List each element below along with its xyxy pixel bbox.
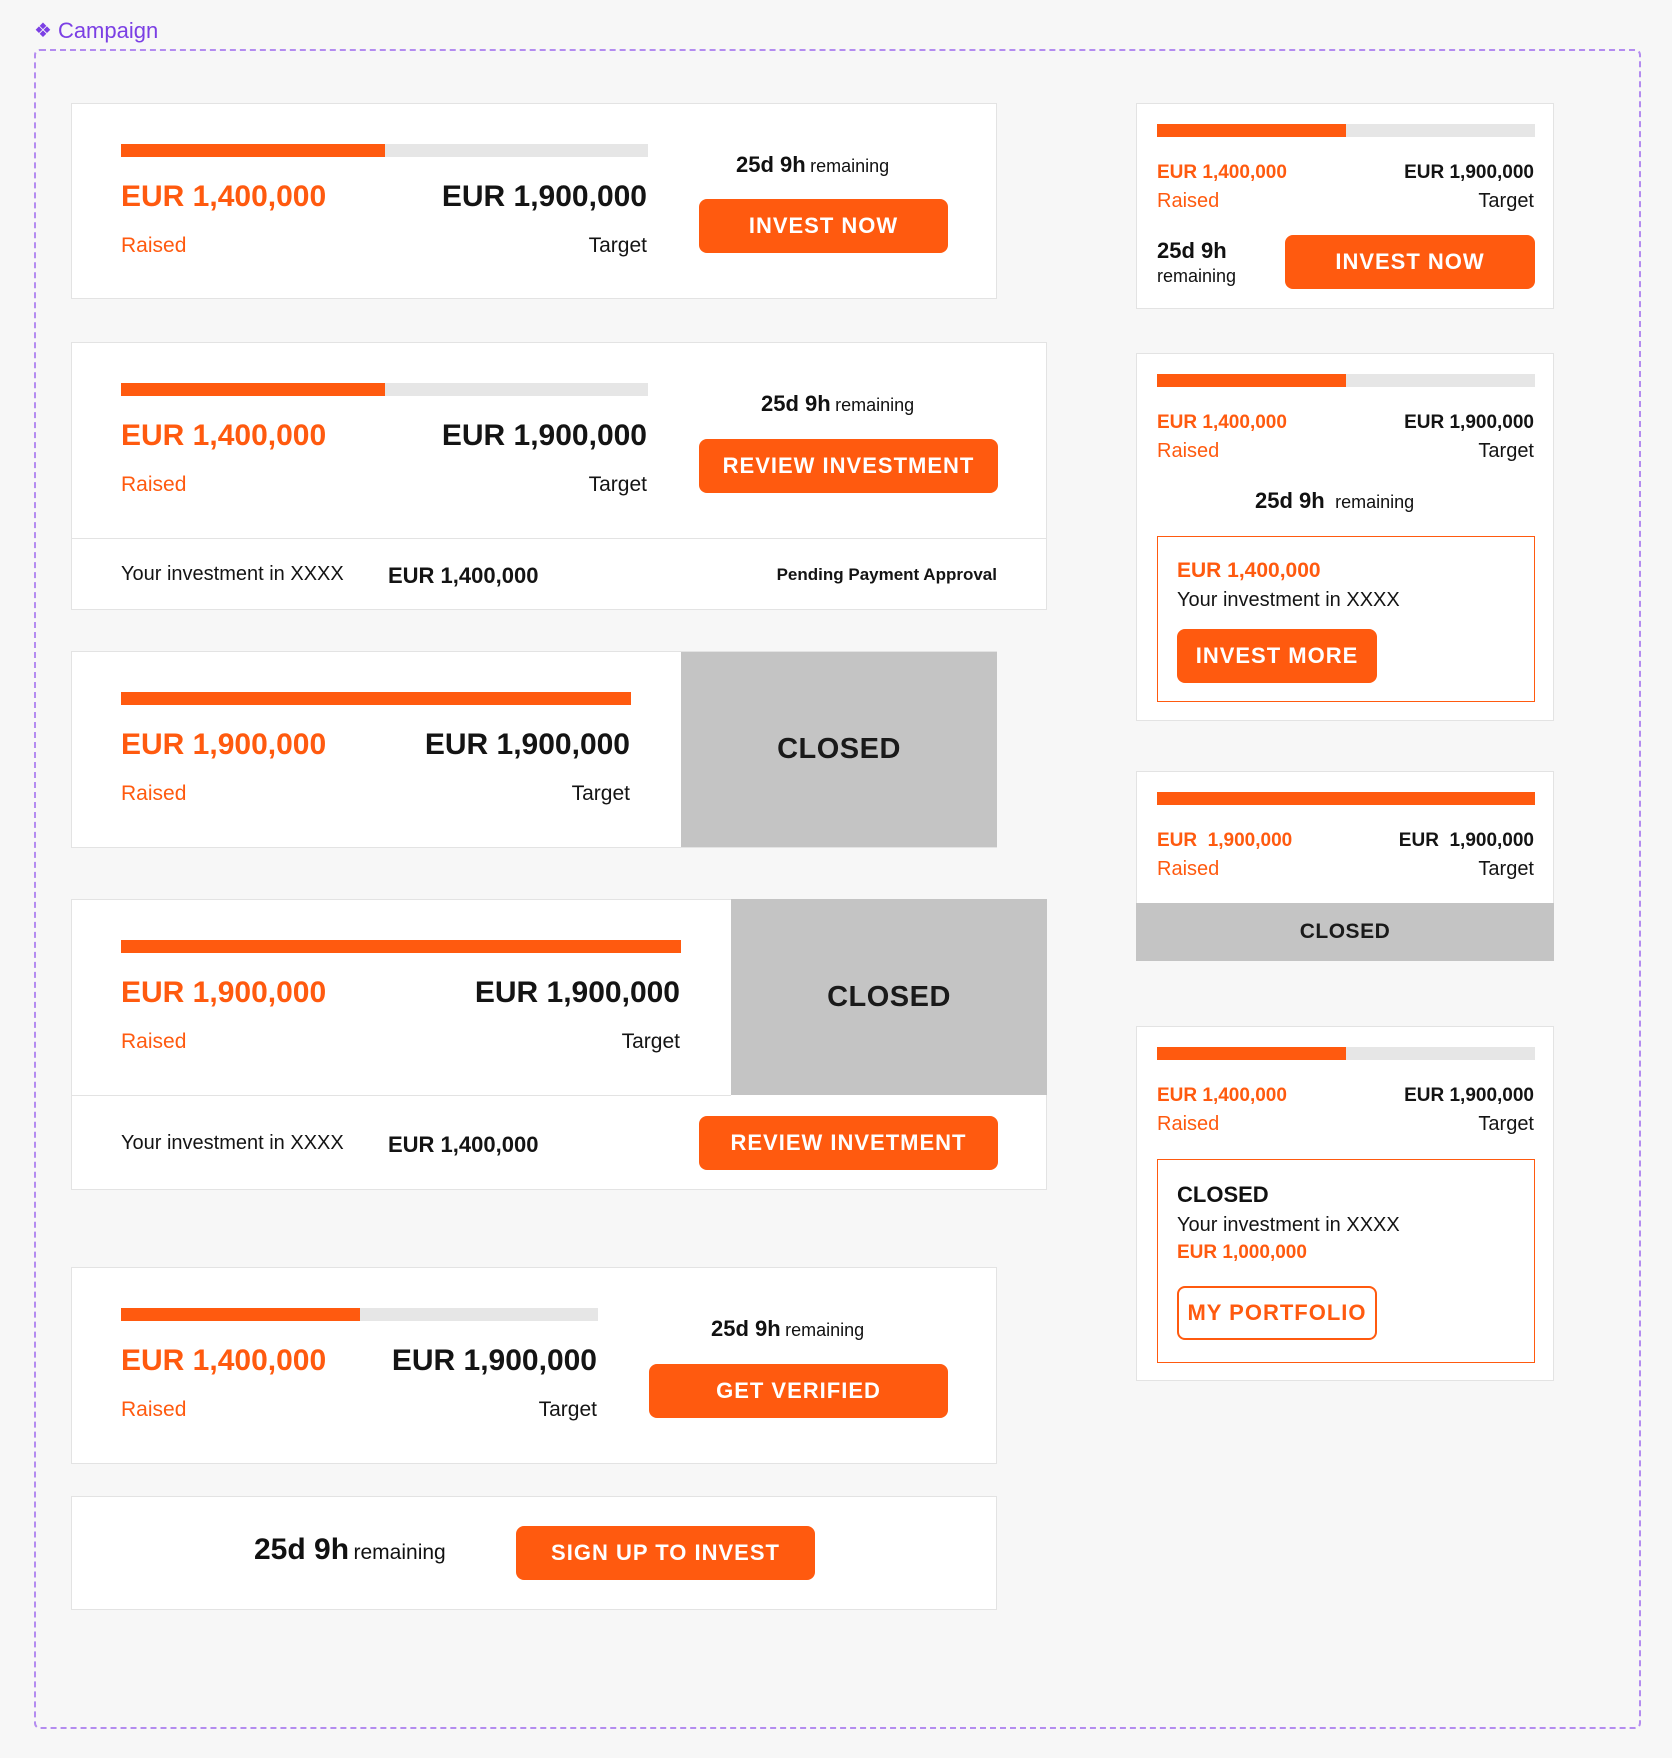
- progress-bar: [121, 383, 648, 396]
- progress-bar: [121, 1308, 598, 1321]
- target-label: Target: [1478, 1113, 1534, 1135]
- raised-label: Raised: [121, 234, 187, 257]
- progress-fill: [1157, 792, 1535, 805]
- investment-amount: EUR 1,000,000: [1177, 1242, 1307, 1263]
- target-amount: EUR 1,900,000: [1398, 830, 1534, 851]
- my-portfolio-button[interactable]: MY PORTFOLIO: [1177, 1286, 1377, 1340]
- investment-amount: EUR 1,400,000: [388, 563, 539, 588]
- status-text: Pending Payment Approval: [776, 565, 997, 584]
- campaign-card-closed: [71, 651, 997, 848]
- target-label: Target: [1478, 858, 1534, 880]
- raised-label: Raised: [1157, 190, 1220, 212]
- investment-text: Your investment in XXXX: [121, 563, 344, 585]
- invest-now-button[interactable]: INVEST NOW: [699, 199, 948, 253]
- progress-fill: [121, 940, 681, 953]
- raised-amount: EUR 1,900,000: [121, 976, 327, 1009]
- time-value: 25d 9h: [711, 1316, 781, 1341]
- raised-label: Raised: [1157, 1113, 1220, 1135]
- sign-up-to-invest-button[interactable]: SIGN UP TO INVEST: [516, 1526, 815, 1580]
- target-amount: EUR 1,900,000: [1404, 162, 1534, 183]
- time-remaining: [1255, 488, 1414, 514]
- target-amount: EUR 1,900,000: [441, 180, 647, 213]
- target-amount: EUR 1,900,000: [474, 976, 680, 1009]
- target-label: Target: [588, 234, 647, 257]
- review-investment-button[interactable]: REVIEW INVETMENT: [699, 1116, 998, 1170]
- raised-label: Raised: [121, 782, 187, 805]
- frame-label: [34, 18, 158, 44]
- raised-amount: EUR 1,400,000: [1157, 412, 1287, 433]
- invest-more-button[interactable]: INVEST MORE: [1177, 629, 1377, 683]
- investment-box: [1157, 536, 1535, 702]
- closed-panel: CLOSED: [681, 652, 997, 847]
- time-remaining: [254, 1533, 446, 1567]
- progress-fill: [121, 383, 385, 396]
- raised-label: Raised: [121, 1030, 187, 1053]
- investment-text: Your investment in XXXX: [1177, 589, 1400, 611]
- time-remaining: [1157, 238, 1236, 287]
- raised-amount: EUR 1,400,000: [121, 1344, 327, 1377]
- target-amount: EUR 1,900,000: [441, 419, 647, 452]
- time-value: 25d 9h: [1157, 238, 1227, 263]
- closed-panel: CLOSED: [1136, 903, 1554, 961]
- remaining-label: remaining: [1157, 266, 1237, 286]
- target-label: Target: [588, 473, 647, 496]
- campaign-card-signup: [71, 1496, 997, 1610]
- target-label: Target: [538, 1398, 597, 1421]
- time-value: 25d 9h: [736, 152, 806, 177]
- mobile-card-portfolio: [1136, 1026, 1554, 1381]
- investment-box: [1157, 1159, 1535, 1363]
- campaign-card-invest: [71, 103, 997, 299]
- progress-fill: [121, 144, 385, 157]
- progress-bar: [121, 144, 648, 157]
- investment-amount: EUR 1,400,000: [388, 1132, 539, 1157]
- target-label: Target: [571, 782, 630, 805]
- progress-bar: [121, 692, 631, 705]
- target-amount: EUR 1,900,000: [1404, 412, 1534, 433]
- target-label: Target: [621, 1030, 680, 1053]
- review-investment-button[interactable]: REVIEW INVESTMENT: [699, 439, 998, 493]
- target-amount: EUR 1,900,000: [1404, 1085, 1534, 1106]
- raised-amount: EUR 1,900,000: [1157, 830, 1293, 851]
- time-value: 25d 9h: [761, 391, 831, 416]
- invest-now-button[interactable]: INVEST NOW: [1285, 235, 1535, 289]
- remaining-label: remaining: [785, 1320, 865, 1340]
- progress-bar: [1157, 792, 1535, 805]
- closed-label: CLOSED: [1177, 1182, 1269, 1207]
- time-remaining: [711, 1316, 864, 1342]
- remaining-label: remaining: [1335, 492, 1415, 512]
- campaign-card-closed-invested: [71, 899, 1047, 1190]
- mobile-card-invest: [1136, 103, 1554, 309]
- progress-fill: [1157, 1047, 1346, 1060]
- target-amount: EUR 1,900,000: [391, 1344, 597, 1377]
- raised-label: Raised: [1157, 858, 1220, 880]
- progress-bar: [1157, 374, 1535, 387]
- raised-amount: EUR 1,400,000: [121, 419, 327, 452]
- investment-text: Your investment in XXXX: [121, 1132, 344, 1154]
- frame-title: Campaign: [57, 18, 159, 43]
- component-diamond-icon: ❖: [34, 20, 52, 42]
- investment-text: Your investment in XXXX: [1177, 1214, 1400, 1236]
- divider: [72, 538, 1046, 539]
- target-amount: EUR 1,900,000: [424, 728, 630, 761]
- mobile-card-invest-more: [1136, 353, 1554, 721]
- raised-label: Raised: [121, 473, 187, 496]
- progress-bar: [1157, 1047, 1535, 1060]
- time-value: 25d 9h: [1255, 488, 1325, 513]
- target-label: Target: [1478, 440, 1534, 462]
- get-verified-button[interactable]: GET VERIFIED: [649, 1364, 948, 1418]
- progress-fill: [1157, 124, 1346, 137]
- remaining-label: remaining: [835, 395, 915, 415]
- progress-bar: [121, 940, 681, 953]
- progress-fill: [1157, 374, 1346, 387]
- raised-label: Raised: [121, 1398, 187, 1421]
- progress-fill: [121, 692, 631, 705]
- closed-panel: CLOSED: [731, 899, 1047, 1095]
- raised-label: Raised: [1157, 440, 1220, 462]
- progress-bar: [1157, 124, 1535, 137]
- investment-amount: EUR 1,400,000: [1177, 559, 1321, 582]
- progress-fill: [121, 1308, 360, 1321]
- campaign-card-verify: [71, 1267, 997, 1464]
- raised-amount: EUR 1,400,000: [121, 180, 327, 213]
- raised-amount: EUR 1,400,000: [1157, 162, 1287, 183]
- remaining-label: remaining: [810, 156, 890, 176]
- divider: [72, 1095, 731, 1096]
- raised-amount: EUR 1,900,000: [121, 728, 327, 761]
- raised-amount: EUR 1,400,000: [1157, 1085, 1287, 1106]
- target-label: Target: [1478, 190, 1534, 212]
- mobile-card-closed: [1136, 771, 1554, 961]
- campaign-card-review: [71, 342, 1047, 610]
- remaining-label: remaining: [353, 1541, 446, 1564]
- time-remaining: [736, 152, 889, 178]
- time-value: 25d 9h: [254, 1533, 350, 1566]
- time-remaining: [761, 391, 914, 417]
